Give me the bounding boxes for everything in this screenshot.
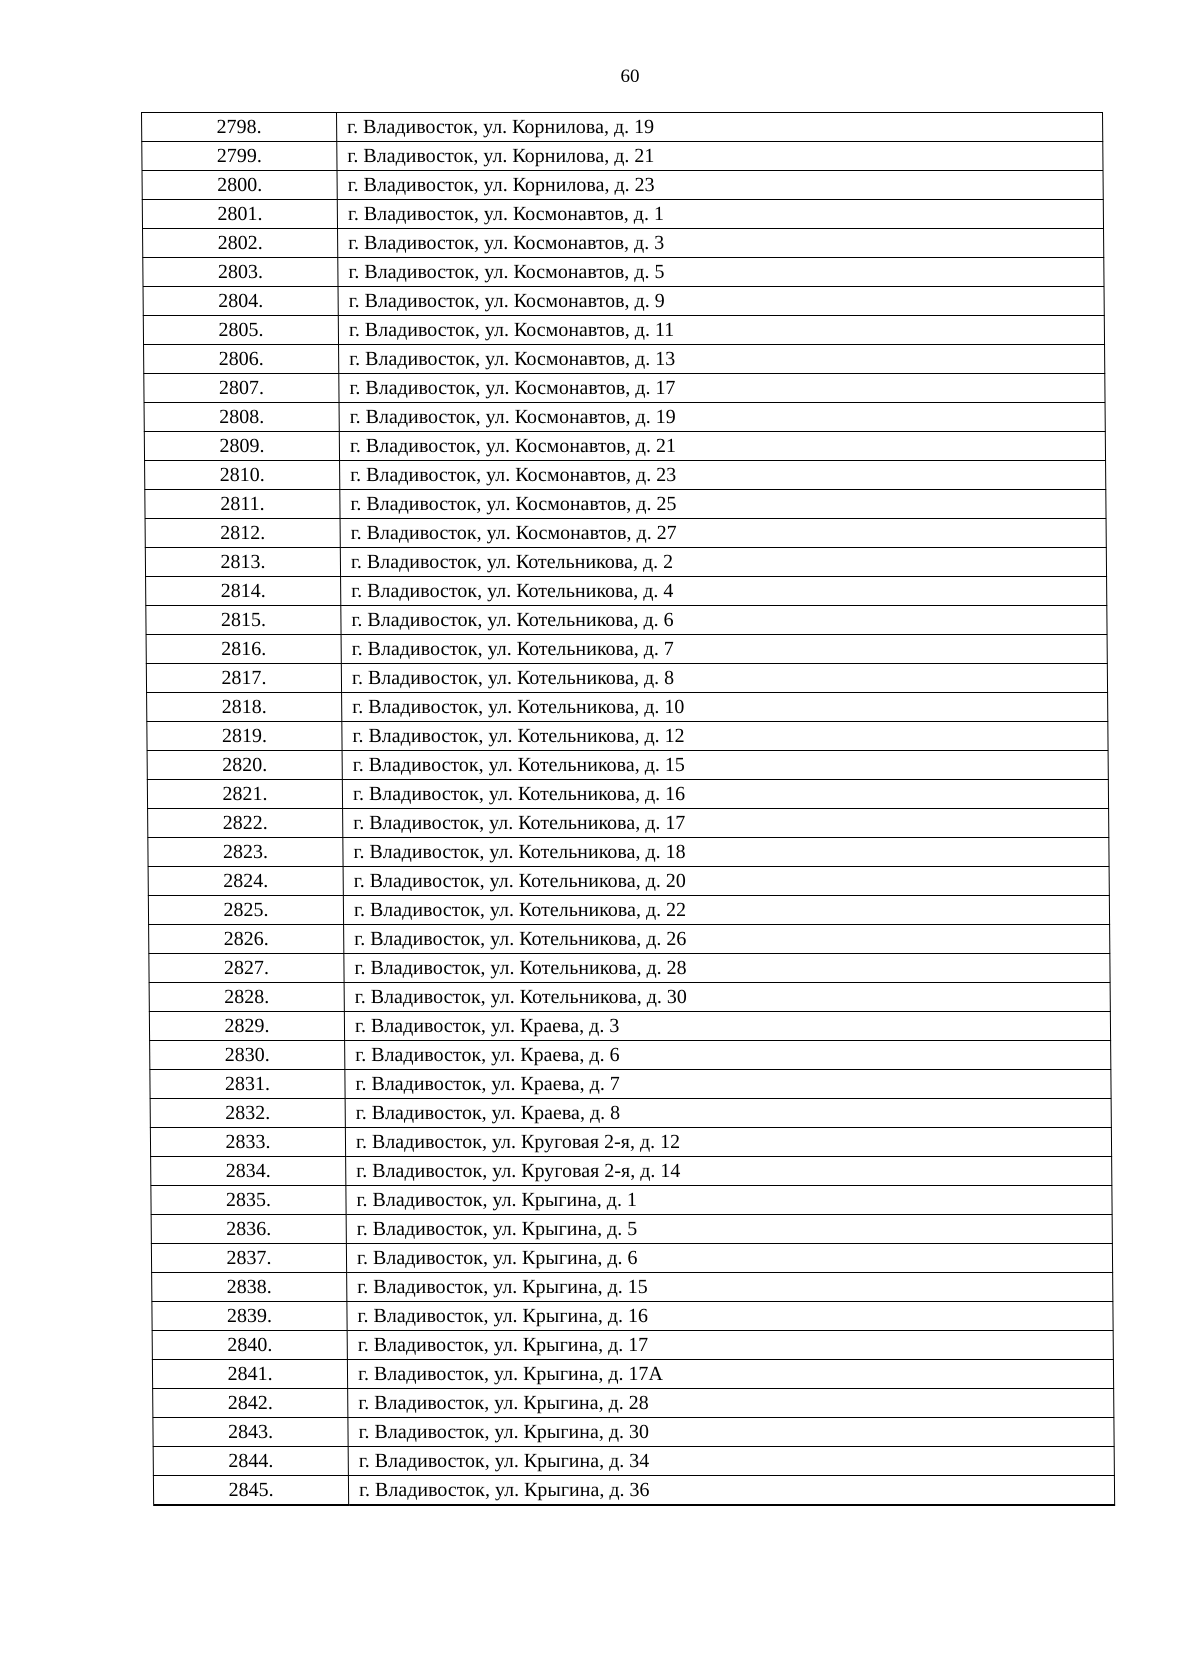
- row-address: г. Владивосток, ул. Котельникова, д. 28: [344, 954, 1110, 983]
- row-number: 2821.: [147, 780, 342, 809]
- row-number: 2843.: [153, 1418, 348, 1447]
- row-number: 2844.: [153, 1447, 348, 1476]
- row-number: 2803.: [143, 258, 338, 287]
- table-row: [143, 229, 1104, 258]
- row-number: 2841.: [152, 1360, 347, 1389]
- table-row: [152, 1273, 1113, 1302]
- table-row: [151, 1157, 1112, 1186]
- row-number: 2828.: [149, 983, 344, 1012]
- row-address: г. Владивосток, ул. Крыгина, д. 15: [347, 1273, 1113, 1302]
- row-number: 2834.: [151, 1157, 346, 1186]
- row-address: г. Владивосток, ул. Космонавтов, д. 1: [337, 200, 1103, 229]
- row-address: г. Владивосток, ул. Космонавтов, д. 11: [338, 316, 1104, 345]
- row-address: г. Владивосток, ул. Котельникова, д. 26: [344, 925, 1110, 954]
- table-row: [144, 403, 1105, 432]
- table-row: [148, 809, 1109, 838]
- table-row: [147, 780, 1108, 809]
- row-number: 2800.: [142, 171, 337, 200]
- row-number: 2840.: [152, 1331, 347, 1360]
- row-address: г. Владивосток, ул. Котельникова, д. 18: [343, 838, 1109, 867]
- row-address: г. Владивосток, ул. Крыгина, д. 30: [348, 1418, 1114, 1447]
- table-row: [142, 200, 1103, 229]
- table-row: [150, 1070, 1111, 1099]
- table-row: [145, 548, 1106, 577]
- table-row: [142, 171, 1103, 200]
- row-address: г. Владивосток, ул. Корнилова, д. 23: [337, 171, 1103, 200]
- row-number: 2807.: [144, 374, 339, 403]
- row-address: г. Владивосток, ул. Космонавтов, д. 17: [339, 374, 1105, 403]
- row-address: г. Владивосток, ул. Котельникова, д. 10: [342, 693, 1108, 722]
- row-address: г. Владивосток, ул. Космонавтов, д. 3: [338, 229, 1104, 258]
- row-address: г. Владивосток, ул. Космонавтов, д. 19: [339, 403, 1105, 432]
- row-number: 2810.: [145, 461, 340, 490]
- row-address: г. Владивосток, ул. Крыгина, д. 16: [347, 1302, 1113, 1331]
- row-address: г. Владивосток, ул. Котельникова, д. 4: [341, 577, 1107, 606]
- table-row: [142, 113, 1103, 142]
- table-row: [152, 1302, 1113, 1331]
- row-address: г. Владивосток, ул. Котельникова, д. 6: [341, 606, 1107, 635]
- table-row: [143, 258, 1104, 287]
- row-address: г. Владивосток, ул. Краева, д. 8: [345, 1099, 1111, 1128]
- row-address: г. Владивосток, ул. Крыгина, д. 36: [348, 1476, 1114, 1506]
- row-address: г. Владивосток, ул. Краева, д. 6: [345, 1041, 1111, 1070]
- row-number: 2825.: [148, 896, 343, 925]
- table-row: [144, 432, 1105, 461]
- row-number: 2805.: [143, 316, 338, 345]
- row-number: 2823.: [148, 838, 343, 867]
- table-row: [152, 1331, 1113, 1360]
- table-row: [153, 1389, 1114, 1418]
- row-address: г. Владивосток, ул. Котельникова, д. 20: [343, 867, 1109, 896]
- table-row: [147, 751, 1108, 780]
- row-address: г. Владивосток, ул. Космонавтов, д. 9: [338, 287, 1104, 316]
- page-number: 60: [620, 66, 640, 87]
- row-address: г. Владивосток, ул. Краева, д. 7: [345, 1070, 1111, 1099]
- row-number: 2812.: [145, 519, 340, 548]
- address-table-body: [142, 113, 1115, 1506]
- row-number: 2827.: [149, 954, 344, 983]
- table-row: [153, 1418, 1114, 1447]
- row-address: г. Владивосток, ул. Котельникова, д. 2: [340, 548, 1106, 577]
- row-address: г. Владивосток, ул. Котельникова, д. 30: [344, 983, 1110, 1012]
- row-address: г. Владивосток, ул. Котельникова, д. 8: [341, 664, 1107, 693]
- row-address: г. Владивосток, ул. Корнилова, д. 19: [337, 113, 1103, 142]
- row-address: г. Владивосток, ул. Крыгина, д. 5: [346, 1215, 1112, 1244]
- row-number: 2831.: [150, 1070, 345, 1099]
- table-row: [151, 1215, 1112, 1244]
- row-address: г. Владивосток, ул. Круговая 2-я, д. 14: [346, 1157, 1112, 1186]
- row-address: г. Владивосток, ул. Котельникова, д. 12: [342, 722, 1108, 751]
- table-row: [149, 954, 1110, 983]
- table-row: [147, 693, 1108, 722]
- row-number: 2829.: [149, 1012, 344, 1041]
- table-row: [150, 1041, 1111, 1070]
- row-number: 2833.: [150, 1128, 345, 1157]
- row-number: 2814.: [146, 577, 341, 606]
- row-address: г. Владивосток, ул. Космонавтов, д. 5: [338, 258, 1104, 287]
- row-number: 2813.: [145, 548, 340, 577]
- row-address: г. Владивосток, ул. Космонавтов, д. 21: [339, 432, 1105, 461]
- table-row: [149, 1012, 1110, 1041]
- row-number: 2822.: [148, 809, 343, 838]
- table-row: [146, 577, 1107, 606]
- row-address: г. Владивосток, ул. Котельникова, д. 15: [342, 751, 1108, 780]
- row-number: 2808.: [144, 403, 339, 432]
- row-address: г. Владивосток, ул. Крыгина, д. 17: [347, 1331, 1113, 1360]
- address-table: [141, 112, 1115, 1506]
- table-row: [144, 345, 1105, 374]
- row-number: 2809.: [144, 432, 339, 461]
- table-row: [148, 896, 1109, 925]
- table-row: [150, 1128, 1111, 1157]
- row-number: 2837.: [151, 1244, 346, 1273]
- row-address: г. Владивосток, ул. Крыгина, д. 17А: [347, 1360, 1113, 1389]
- table-row: [146, 606, 1107, 635]
- row-address: г. Владивосток, ул. Космонавтов, д. 25: [340, 490, 1106, 519]
- row-number: 2798.: [142, 113, 337, 142]
- row-address: г. Владивосток, ул. Крыгина, д. 1: [346, 1186, 1112, 1215]
- table-row: [146, 664, 1107, 693]
- row-number: 2802.: [143, 229, 338, 258]
- row-address: г. Владивосток, ул. Краева, д. 3: [344, 1012, 1110, 1041]
- table-row: [148, 867, 1109, 896]
- table-row: [142, 142, 1103, 171]
- row-number: 2816.: [146, 635, 341, 664]
- table-row: [143, 316, 1104, 345]
- table-row: [151, 1186, 1112, 1215]
- row-number: 2835.: [151, 1186, 346, 1215]
- row-number: 2799.: [142, 142, 337, 171]
- table-row: [149, 925, 1110, 954]
- table-row: [150, 1099, 1111, 1128]
- row-number: 2817.: [146, 664, 341, 693]
- row-number: 2818.: [147, 693, 342, 722]
- row-address: г. Владивосток, ул. Котельникова, д. 17: [343, 809, 1109, 838]
- table-row: [143, 287, 1104, 316]
- row-address: г. Владивосток, ул. Крыгина, д. 6: [346, 1244, 1112, 1273]
- row-number: 2839.: [152, 1302, 347, 1331]
- row-number: 2815.: [146, 606, 341, 635]
- row-number: 2820.: [147, 751, 342, 780]
- row-address: г. Владивосток, ул. Круговая 2-я, д. 12: [345, 1128, 1111, 1157]
- row-address: г. Владивосток, ул. Котельникова, д. 22: [343, 896, 1109, 925]
- row-address: г. Владивосток, ул. Котельникова, д. 7: [341, 635, 1107, 664]
- row-number: 2811.: [145, 490, 340, 519]
- row-number: 2801.: [142, 200, 337, 229]
- table-row: [145, 519, 1106, 548]
- row-number: 2836.: [151, 1215, 346, 1244]
- row-number: 2806.: [144, 345, 339, 374]
- row-address: г. Владивосток, ул. Космонавтов, д. 27: [340, 519, 1106, 548]
- row-number: 2838.: [152, 1273, 347, 1302]
- row-number: 2826.: [149, 925, 344, 954]
- row-address: г. Владивосток, ул. Корнилова, д. 21: [337, 142, 1103, 171]
- row-address: г. Владивосток, ул. Космонавтов, д. 13: [339, 345, 1105, 374]
- table-row: [152, 1360, 1113, 1389]
- row-address: г. Владивосток, ул. Крыгина, д. 28: [348, 1389, 1114, 1418]
- row-number: 2845.: [153, 1476, 348, 1506]
- table-row: [153, 1447, 1114, 1476]
- table-row: [145, 461, 1106, 490]
- row-number: 2842.: [153, 1389, 348, 1418]
- row-number: 2819.: [147, 722, 342, 751]
- row-number: 2830.: [150, 1041, 345, 1070]
- row-number: 2832.: [150, 1099, 345, 1128]
- table-row: [148, 838, 1109, 867]
- table-row: [153, 1476, 1114, 1506]
- table-row: [145, 490, 1106, 519]
- table-row: [151, 1244, 1112, 1273]
- row-address: г. Владивосток, ул. Космонавтов, д. 23: [340, 461, 1106, 490]
- row-address: г. Владивосток, ул. Крыгина, д. 34: [348, 1447, 1114, 1476]
- row-number: 2804.: [143, 287, 338, 316]
- row-number: 2824.: [148, 867, 343, 896]
- table-row: [144, 374, 1105, 403]
- table-row: [146, 635, 1107, 664]
- row-address: г. Владивосток, ул. Котельникова, д. 16: [342, 780, 1108, 809]
- table-row: [149, 983, 1110, 1012]
- table-row: [147, 722, 1108, 751]
